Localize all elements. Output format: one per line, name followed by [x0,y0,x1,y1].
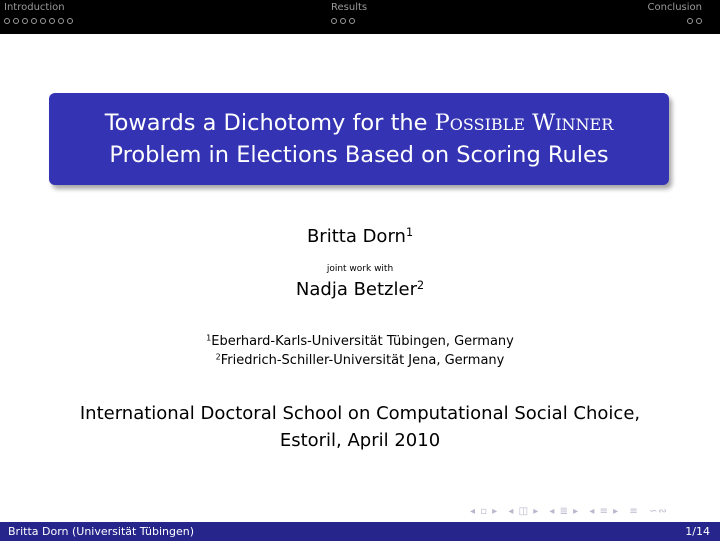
title-smallcaps: Possible Winner [434,110,614,136]
nav-dots [648,18,703,24]
nav-dot[interactable] [687,18,693,24]
nav-section-icon[interactable]: ◂ ≣ ▸ [549,506,580,517]
nav-section-label[interactable]: Introduction [4,2,65,13]
nav-dot[interactable] [13,18,19,24]
nav-section-conclusion[interactable] [648,2,703,24]
nav-dots [4,18,73,24]
footer-page-number: 1/14 [685,525,710,538]
nav-dot[interactable] [4,18,10,24]
nav-dot[interactable] [340,18,346,24]
nav-dots [331,18,367,24]
coauthor-name: Nadja Betzler [295,279,417,300]
title-prefix: Towards a Dichotomy for the [104,110,435,136]
title-line-1 [49,107,669,139]
coauthor-sup: 2 [416,278,425,292]
nav-dot[interactable] [67,18,73,24]
affiliation-1 [0,334,720,349]
nav-document-icon[interactable]: ◂ ≡ ▸ [589,506,620,517]
conference-line-2: Estoril, April 2010 [279,430,441,451]
title-box [49,93,669,185]
nav-dot[interactable] [49,18,55,24]
affiliation-sup: 1 [206,333,212,343]
nav-dot[interactable] [31,18,37,24]
nav-subsection-icon[interactable]: ◂ ◫ ▸ [508,506,540,517]
footer-author: Britta Dorn (Universität Tübingen) [8,525,195,538]
affiliation-text: Eberhard-Karls-Universität Tübingen, Germany [211,334,514,349]
affiliation-sup: 2 [215,352,221,362]
joint-work-text: joint work with [326,264,394,274]
nav-dot[interactable] [22,18,28,24]
nav-section-results[interactable] [331,2,367,24]
nav-section-introduction[interactable] [4,2,73,24]
nav-frame-icon[interactable]: ◂ ▫ ▸ [470,506,499,517]
author-name: Britta Dorn [306,226,406,247]
nav-dot[interactable] [40,18,46,24]
nav-dot[interactable] [349,18,355,24]
affiliation-2 [0,353,720,368]
nav-dot[interactable] [696,18,702,24]
author [0,226,720,247]
beamer-nav-symbols [470,506,674,517]
nav-dot[interactable] [58,18,64,24]
coauthor [0,279,720,300]
footer-bar [0,522,720,541]
nav-section-label[interactable]: Conclusion [647,2,702,13]
title-line-2: Problem in Elections Based on Scoring Rules [109,142,609,168]
nav-section-label[interactable]: Results [331,2,368,13]
nav-dot[interactable] [331,18,337,24]
author-sup: 1 [405,225,414,239]
nav-align-icon[interactable]: ≡ [629,506,639,517]
nav-search-icon[interactable]: ∽∾ [648,506,668,517]
conference-line-1: International Doctoral School on Computational Social Choice, [79,403,641,424]
affiliation-text: Friedrich-Schiller-Universität Jena, Germany [220,353,505,368]
navigation-bar [0,0,720,34]
